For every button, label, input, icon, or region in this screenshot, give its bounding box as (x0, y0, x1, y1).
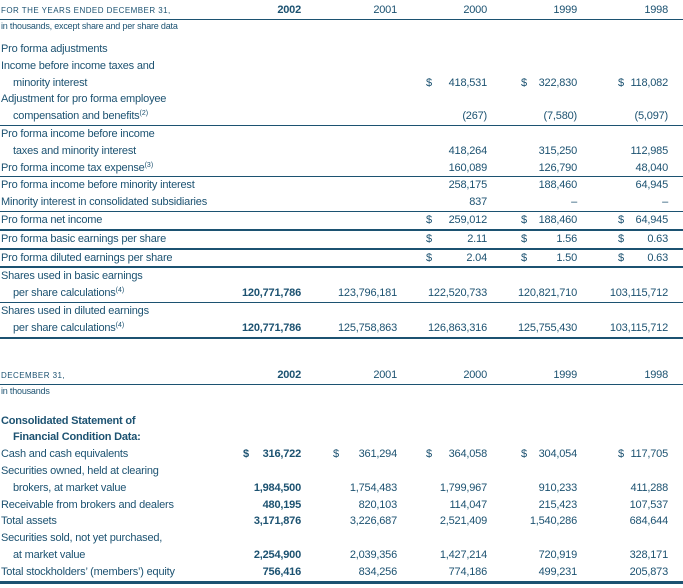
year-column-header: 1998 (644, 4, 668, 16)
row-label-line: minority interest (13, 76, 88, 89)
table-row (0, 446, 683, 463)
value-cell: 3,171,876 (253, 515, 301, 528)
value-cell (397, 429, 487, 446)
value-cell (235, 177, 301, 194)
table-row (0, 413, 683, 447)
year-column-header: 2001 (373, 4, 397, 16)
dollar-sign: $ (521, 232, 527, 245)
row-label-line: Adjustment for pro forma employee (1, 93, 167, 106)
value-cell: 258,175 (448, 179, 487, 192)
value-cell: 107,537 (629, 498, 668, 511)
value-cell (397, 212, 487, 229)
row-label-line: Securities owned, held at clearing (1, 464, 159, 477)
row-label-line: per share calculations$^{(4)}$ (13, 321, 125, 334)
amount: 418,531 (448, 76, 487, 89)
value-cell: 2,254,900 (253, 548, 301, 561)
row-label (1, 497, 235, 514)
value-cell (577, 250, 668, 267)
table-row (0, 194, 683, 211)
row-label-line: Cash and cash equivalents (1, 448, 129, 461)
value-cell: 122,520,733 (428, 287, 487, 300)
value-cell: 820,103 (358, 498, 397, 511)
row-label (1, 446, 235, 463)
value-cell: 126,863,316 (428, 321, 487, 334)
row-label-line: Total stockholders’ (members’) equity (1, 565, 175, 578)
row-label-line: Pro forma income tax expense$^{(3)}$ (1, 161, 154, 174)
row-label-line: at market value (13, 548, 86, 561)
dollar-sign: $ (618, 213, 624, 226)
value-cell: 114,047 (449, 498, 487, 511)
row-label (1, 194, 235, 211)
value-cell: 64,945 (635, 179, 668, 192)
dollar-sign: $ (521, 448, 527, 461)
year-columns (235, 369, 668, 381)
currency-value (521, 250, 577, 267)
year-column-header: 1999 (553, 368, 577, 381)
table-row (0, 513, 683, 530)
table-subnote: in thousands (1, 385, 50, 396)
value-cell (487, 75, 577, 92)
value-cell: 834,256 (358, 565, 397, 578)
value-cell (397, 231, 487, 248)
table-row (0, 463, 683, 497)
year-columns (235, 4, 668, 16)
row-label (1, 413, 235, 447)
value-cell: 756,416 (262, 565, 301, 578)
row-label (1, 160, 235, 177)
value-cell (487, 41, 577, 58)
value-cell (301, 429, 397, 446)
row-label (1, 126, 235, 160)
value-cell (235, 250, 301, 267)
value-cell (301, 177, 397, 194)
currency-value (618, 212, 668, 229)
row-label-line: Minority interest in consolidated subsidiaries (1, 196, 208, 209)
value-cell: 125,755,430 (518, 321, 577, 334)
table-caption: DECEMBER 31, (1, 370, 66, 380)
value-cell: 205,873 (629, 565, 668, 578)
value-cell: – (571, 196, 577, 209)
value-cell: 112,985 (630, 144, 668, 157)
currency-value (521, 212, 577, 229)
year-column-header: 2002 (277, 368, 301, 381)
currency-value (618, 250, 668, 267)
value-cell (487, 446, 577, 463)
table-row (0, 231, 683, 248)
dollar-sign: $ (333, 448, 339, 461)
dollar-sign: $ (521, 76, 527, 89)
table-row (0, 91, 683, 125)
value-cell (235, 41, 301, 58)
amount: 316,722 (262, 448, 301, 461)
value-cell (301, 75, 397, 92)
amount: 361,294 (358, 448, 397, 461)
value-cell (235, 143, 301, 160)
value-cell (397, 446, 487, 463)
row-label-line: Pro forma net income (1, 213, 103, 226)
amount: 2.04 (466, 251, 487, 264)
currency-value (521, 231, 577, 248)
currency-value (333, 446, 397, 463)
row-label-line: Total assets (1, 515, 57, 528)
table-row (0, 58, 683, 92)
currency-value (426, 212, 487, 229)
row-label-line: brokers, at market value (13, 481, 127, 494)
row-rule (0, 337, 683, 339)
currency-value (521, 75, 577, 92)
value-cell: 411,288 (630, 481, 668, 494)
value-cell (235, 446, 301, 463)
currency-value (426, 446, 487, 463)
row-label (1, 513, 235, 530)
value-cell: 480,195 (262, 498, 301, 511)
value-cell (397, 250, 487, 267)
amount: 364,058 (448, 448, 487, 461)
value-cell (235, 231, 301, 248)
value-cell (235, 75, 301, 92)
value-cell (301, 143, 397, 160)
value-cell: 120,771,786 (242, 321, 301, 334)
row-label-line: Shares used in basic earnings (1, 270, 143, 283)
value-cell: 103,115,712 (609, 287, 668, 300)
row-label-line: Shares used in diluted earnings (1, 304, 149, 317)
table-header (0, 0, 683, 19)
value-cell: 720,919 (538, 548, 577, 561)
amount: 304,054 (538, 448, 577, 461)
row-label (1, 250, 235, 267)
table-rows (0, 41, 683, 339)
row-label (1, 91, 235, 125)
value-cell: (7,580) (543, 110, 577, 123)
table-row (0, 126, 683, 160)
dollar-sign: $ (426, 232, 432, 245)
row-label (1, 530, 235, 564)
value-cell (301, 212, 397, 229)
dollar-sign: $ (426, 76, 432, 89)
amount: 259,012 (448, 213, 487, 226)
amount: 322,830 (538, 76, 577, 89)
footnote-marker: (4) (115, 321, 125, 329)
value-cell: 3,226,687 (349, 515, 397, 528)
dollar-sign: $ (618, 232, 624, 245)
row-label (1, 212, 235, 229)
table-row (0, 41, 683, 58)
table-subnote: in thousands, except share and per share data (1, 21, 178, 31)
value-cell: 1,540,286 (529, 515, 577, 528)
row-label (1, 41, 235, 58)
row-label-line: Pro forma income before minority interest (1, 179, 195, 192)
value-cell: 328,171 (629, 548, 668, 561)
row-label (1, 463, 235, 497)
value-cell: 126,790 (538, 161, 577, 174)
dollar-sign: $ (521, 251, 527, 264)
year-column-header: 2000 (463, 4, 487, 16)
row-label-line: Securities sold, not yet purchased, (1, 532, 163, 545)
value-cell (397, 75, 487, 92)
value-cell (301, 231, 397, 248)
footnote-marker: (2) (139, 110, 149, 118)
value-cell (577, 212, 668, 229)
value-cell (397, 41, 487, 58)
value-cell: – (662, 196, 668, 209)
value-cell: 1,754,483 (349, 481, 397, 494)
table-row (0, 268, 683, 302)
amount: 188,460 (538, 213, 577, 226)
value-cell: 48,040 (635, 161, 668, 174)
value-cell: 1,427,214 (439, 548, 487, 561)
currency-value (243, 446, 301, 463)
row-rule (0, 581, 683, 584)
financial-condition-table (0, 365, 683, 584)
value-cell: 1,984,500 (253, 481, 301, 494)
dollar-sign: $ (618, 448, 624, 461)
value-cell: 2,521,409 (439, 515, 487, 528)
table-row (0, 564, 683, 581)
table-row (0, 212, 683, 229)
value-cell: 1,799,967 (439, 481, 487, 494)
amount: 2.11 (467, 232, 487, 245)
row-label-line: taxes and minority interest (13, 144, 136, 157)
table-caption: FOR THE YEARS ENDED DECEMBER 31, (1, 6, 171, 15)
value-cell (235, 160, 301, 177)
value-cell (235, 194, 301, 211)
dollar-sign: $ (426, 448, 432, 461)
value-cell: 125,758,863 (338, 321, 397, 334)
value-cell (235, 108, 301, 125)
row-label (1, 303, 235, 337)
table-row (0, 160, 683, 177)
row-label-line: per share calculations$^{(4)}$ (13, 287, 125, 300)
amount: 0.63 (647, 232, 668, 245)
currency-value (426, 231, 487, 248)
row-label (1, 58, 235, 92)
row-label-line: Consolidated Statement of (1, 414, 136, 427)
amount: 64,945 (635, 213, 668, 226)
currency-value (521, 446, 577, 463)
currency-value (618, 446, 668, 463)
value-cell: 499,231 (538, 565, 577, 578)
dollar-sign: $ (618, 76, 624, 89)
amount: 117,705 (630, 448, 668, 461)
value-cell: 215,423 (538, 498, 577, 511)
amount: 1.50 (556, 251, 577, 264)
value-cell (577, 231, 668, 248)
currency-value (618, 75, 668, 92)
value-cell: 123,796,181 (338, 287, 397, 300)
value-cell: 315,250 (538, 144, 577, 157)
currency-value (618, 231, 668, 248)
value-cell: 160,089 (448, 161, 487, 174)
table-rows (0, 413, 683, 584)
table-row (0, 497, 683, 514)
row-label-line: Pro forma adjustments (1, 43, 108, 55)
amount: 1.56 (556, 232, 577, 245)
row-label-line: Income before income taxes and (1, 59, 155, 72)
table-row (0, 177, 683, 194)
year-column-header: 2000 (463, 368, 487, 381)
value-cell: 2,039,356 (349, 548, 397, 561)
value-cell (577, 41, 668, 58)
row-label (1, 231, 235, 248)
value-cell: 774,186 (448, 565, 487, 578)
amount: 0.63 (647, 251, 668, 264)
row-label-line: compensation and benefits$^{(2)}$ (13, 110, 149, 123)
value-cell (301, 250, 397, 267)
row-label (1, 268, 235, 302)
value-cell (577, 446, 668, 463)
dollar-sign: $ (426, 213, 432, 226)
value-cell: 188,460 (538, 179, 577, 192)
value-cell (577, 429, 668, 446)
value-cell (487, 231, 577, 248)
amount: 118,082 (630, 76, 668, 89)
value-cell: (267) (462, 110, 487, 123)
value-cell (487, 429, 577, 446)
row-label-line: Financial Condition Data: (13, 431, 141, 444)
value-cell (301, 41, 397, 58)
dollar-sign: $ (243, 448, 249, 461)
value-cell (235, 429, 301, 446)
dollar-sign: $ (521, 213, 527, 226)
dollar-sign: $ (426, 251, 432, 264)
row-label (1, 564, 235, 581)
year-column-header: 2001 (373, 368, 397, 381)
table-row (0, 530, 683, 564)
value-cell (577, 75, 668, 92)
value-cell: 120,771,786 (242, 287, 301, 300)
currency-value (426, 75, 487, 92)
value-cell (235, 212, 301, 229)
footnote-marker: (4) (115, 287, 125, 295)
value-cell (301, 446, 397, 463)
value-cell: 120,821,710 (518, 287, 577, 300)
row-label-line: Pro forma basic earnings per share (1, 232, 167, 245)
value-cell (301, 160, 397, 177)
row-label-line: Pro forma income before income (1, 127, 155, 140)
value-cell (487, 212, 577, 229)
value-cell (301, 194, 397, 211)
table-row (0, 250, 683, 267)
year-column-header: 1999 (553, 4, 577, 16)
row-label-line: Receivable from brokers and dealers (1, 498, 174, 511)
footnote-marker: (3) (144, 161, 154, 169)
value-cell (301, 108, 397, 125)
row-label (1, 177, 235, 194)
row-label-line: Pro forma diluted earnings per share (1, 251, 173, 264)
value-cell: 910,233 (538, 481, 577, 494)
year-column-header: 1998 (644, 368, 668, 381)
value-cell (487, 250, 577, 267)
value-cell: 103,115,712 (609, 321, 668, 334)
value-cell: 684,644 (629, 515, 668, 528)
dollar-sign: $ (618, 251, 624, 264)
value-cell: 837 (469, 196, 487, 209)
year-column-header: 2002 (277, 4, 301, 16)
table-row (0, 303, 683, 337)
value-cell: (5,097) (634, 110, 668, 123)
value-cell: 418,264 (448, 144, 487, 157)
table-header (0, 365, 683, 384)
currency-value (426, 250, 487, 267)
